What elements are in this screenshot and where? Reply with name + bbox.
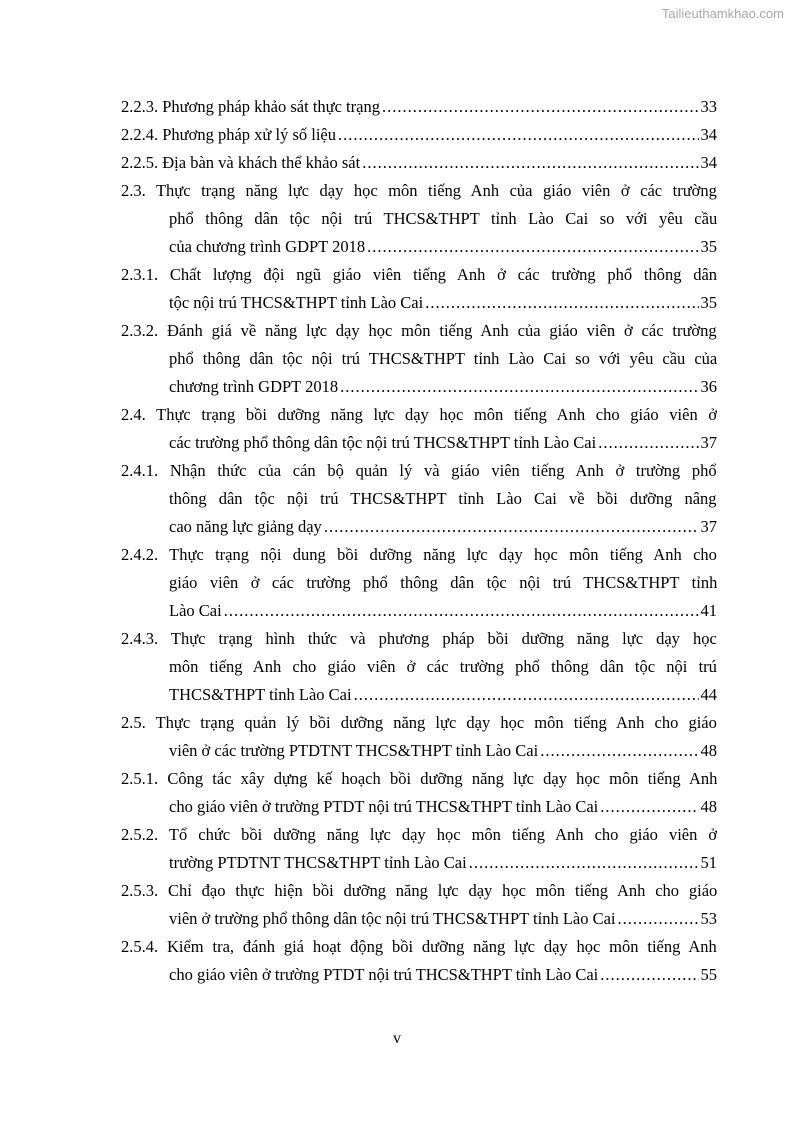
toc-page-number: 37	[700, 433, 717, 452]
toc-dot-leader	[600, 961, 698, 989]
toc-entry-text: các trường phổ thông dân tộc nội trú THCS&THPT tỉnh Lào Cai	[169, 433, 597, 452]
toc-entry-text: của chương trình GDPT 2018	[169, 237, 366, 256]
toc-entry[interactable]	[121, 177, 717, 261]
toc-entry-text: giáo viên ở các trường phổ thông dân tộc nội trú THCS&THPT tỉnh	[169, 573, 717, 592]
toc-entry-text: 2.2.5. Địa bàn và khách thể khảo sát	[121, 153, 361, 172]
toc-entry-text: 2.4.1. Nhận thức của cán bộ quản lý và giáo viên tiếng Anh ở trường phổ	[121, 461, 717, 480]
toc-entry-text: 2.2.4. Phương pháp xử lý số liệu	[121, 125, 336, 144]
toc-entry[interactable]	[121, 401, 717, 457]
toc-entry-text: trường PTDTNT THCS&THPT tỉnh Lào Cai	[169, 853, 467, 872]
toc-entry-text: 2.4.2. Thực trạng nội dung bồi dưỡng năng lực dạy học môn tiếng Anh cho	[121, 545, 717, 564]
page-number: v	[393, 1030, 401, 1047]
toc-entry-text: 2.4.3. Thực trạng hình thức và phương pháp bồi dưỡng năng lực dạy học	[121, 629, 717, 648]
toc-entry-text: 2.5. Thực trạng quản lý bồi dưỡng năng lực dạy học môn tiếng Anh cho giáo	[121, 713, 717, 732]
toc-dot-leader	[354, 681, 699, 709]
toc-page-number: 34	[700, 125, 717, 144]
toc-entry[interactable]	[121, 149, 717, 177]
toc-entry[interactable]	[121, 709, 717, 765]
toc-page-number: 36	[700, 377, 717, 396]
toc-dot-leader	[598, 429, 698, 457]
toc-page-number: 44	[700, 685, 717, 704]
toc-dot-leader	[618, 905, 699, 933]
toc-entry-text: THCS&THPT tỉnh Lào Cai	[169, 685, 352, 704]
toc-entry-text: 2.5.1. Công tác xây dựng kế hoạch bồi dưỡng năng lực dạy học môn tiếng Anh	[121, 769, 717, 788]
toc-entry-text: 2.4. Thực trạng bồi dưỡng năng lực dạy học môn tiếng Anh cho giáo viên ở	[121, 405, 717, 424]
toc-dot-leader	[367, 233, 698, 261]
toc-entry-text: phổ thông dân tộc nội trú THCS&THPT tỉnh Lào Cai so với yêu cầu	[169, 209, 717, 228]
toc-page-number: 33	[700, 97, 717, 116]
toc-entry-text: cao năng lực giảng dạy	[169, 517, 322, 536]
toc-entry-text: phổ thông dân tộc nội trú THCS&THPT tỉnh Lào Cai so với yêu cầu của	[169, 349, 717, 368]
toc-entry[interactable]	[121, 541, 717, 625]
toc-entry-text: 2.5.4. Kiểm tra, đánh giá hoạt động bồi dưỡng năng lực dạy học môn tiếng Anh	[121, 937, 717, 956]
toc-dot-leader	[324, 513, 699, 541]
toc-page-number: 55	[700, 965, 717, 984]
toc-dot-leader	[600, 793, 698, 821]
toc-page-number: 51	[700, 853, 717, 872]
toc-entry-text: 2.5.3. Chỉ đạo thực hiện bồi dưỡng năng lực dạy học môn tiếng Anh cho giáo	[121, 881, 717, 900]
toc-entry[interactable]	[121, 877, 717, 933]
toc-dot-leader	[224, 597, 699, 625]
toc-dot-leader	[338, 121, 699, 149]
toc-entry-text: viên ở các trường PTDTNT THCS&THPT tỉnh Lào Cai	[169, 741, 539, 760]
toc-page-number: 41	[700, 601, 717, 620]
toc-page-number: 35	[700, 293, 717, 312]
toc-dot-leader	[469, 849, 699, 877]
toc-entry-text: thông dân tộc nội trú THCS&THPT tỉnh Lào Cai về bồi dưỡng nâng	[169, 489, 717, 508]
toc-dot-leader	[540, 737, 698, 765]
toc-entry[interactable]	[121, 625, 717, 709]
toc-page-number: 34	[700, 153, 717, 172]
toc-page-number: 48	[700, 797, 717, 816]
toc-page-number: 35	[700, 237, 717, 256]
toc-dot-leader	[425, 289, 698, 317]
toc-entry-text: viên ở trường phổ thông dân tộc nội trú THCS&THPT tỉnh Lào Cai	[169, 909, 616, 928]
toc-entry-text: chương trình GDPT 2018	[169, 377, 339, 396]
toc-dot-leader	[362, 149, 698, 177]
toc-entry-text: môn tiếng Anh cho giáo viên ở các trường phổ thông dân tộc nội trú	[169, 657, 717, 676]
toc-page-number: 37	[700, 517, 717, 536]
toc-entry[interactable]	[121, 121, 717, 149]
toc-entry-text: 2.5.2. Tổ chức bồi dưỡng năng lực dạy học môn tiếng Anh cho giáo viên ở	[121, 825, 717, 844]
toc-entry[interactable]	[121, 261, 717, 317]
toc-entry[interactable]	[121, 765, 717, 821]
toc-entry-text: 2.3.1. Chất lượng đội ngũ giáo viên tiếng Anh ở các trường phổ thông dân	[121, 265, 717, 284]
toc-entry[interactable]	[121, 317, 717, 401]
toc-entry-text: 2.3. Thực trạng năng lực dạy học môn tiếng Anh của giáo viên ở các trường	[121, 181, 717, 200]
toc-entry-text: tộc nội trú THCS&THPT tỉnh Lào Cai	[169, 293, 424, 312]
table-of-contents	[121, 93, 717, 989]
toc-entry-text: Lào Cai	[169, 601, 222, 620]
toc-dot-leader	[382, 93, 699, 121]
toc-page-number: 53	[700, 909, 717, 928]
toc-entry[interactable]	[121, 93, 717, 121]
watermark: Tailieuthamkhao.com	[661, 6, 784, 21]
toc-dot-leader	[340, 373, 698, 401]
toc-entry[interactable]	[121, 821, 717, 877]
toc-entry[interactable]	[121, 457, 717, 541]
toc-entry-text: 2.2.3. Phương pháp khảo sát thực trạng	[121, 97, 380, 116]
toc-page-number: 48	[700, 741, 717, 760]
toc-entry[interactable]	[121, 933, 717, 989]
toc-entry-text: cho giáo viên ở trường PTDT nội trú THCS&THPT tỉnh Lào Cai	[169, 965, 599, 984]
toc-entry-text: cho giáo viên ở trường PTDT nội trú THCS&THPT tỉnh Lào Cai	[169, 797, 599, 816]
toc-entry-text: 2.3.2. Đánh giá về năng lực dạy học môn tiếng Anh của giáo viên ở các trường	[121, 321, 717, 340]
